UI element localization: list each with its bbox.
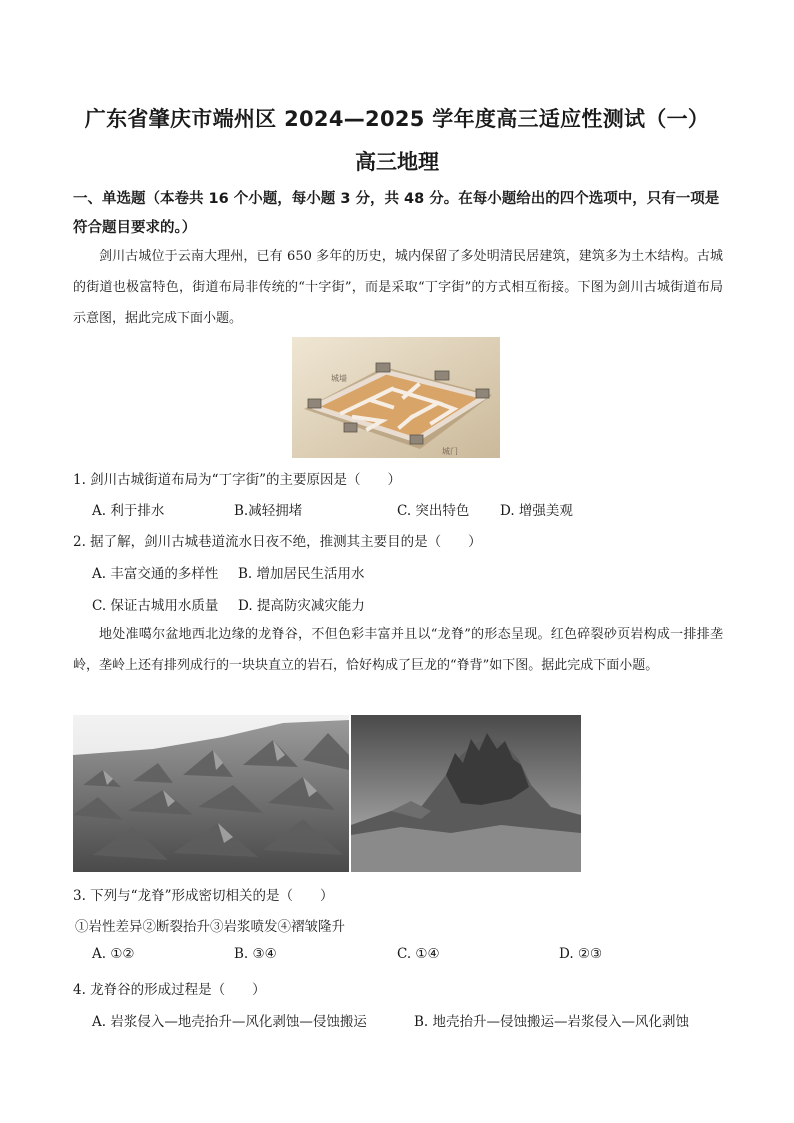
gate-label: 城门 [442, 447, 458, 456]
q3-option-c: C. ①④ [397, 946, 440, 962]
passage-1: 剑川古城位于云南大理州，已有 650 多年的历史，城内保留了多处明清民居建筑，建筑多为土木结构。古城的街道也极富特色，街道布局非传统的“十字街”，而是采取“丁字街”的方式相互衔接。下图为剑川古城街道布局示意图，据此完成下面小题。 [73, 249, 723, 326]
dragon-spine-rock-image [351, 715, 581, 872]
question-3-stem: 3. 下列与“龙脊”形成密切相关的是（ ） [73, 888, 334, 904]
section-heading: 一、单选题（本卷共 16 个小题，每小题 3 分，共 48 分。在每小题给出的四个选项中，只有一项是符合题目要求的。） [73, 191, 720, 236]
passage-2: 地处准噶尔盆地西北边缘的龙脊谷，不但色彩丰富并且以“龙脊”的形态呈现。红色碎裂砂页岩构成一排排垄岭，垄岭上还有排列成行的一块块直立的岩石，恰好构成了巨龙的“脊背”如下图。据此完成下面小题。 [73, 627, 723, 673]
q3-option-a: A. ①② [92, 946, 135, 962]
q3-option-d: D. ②③ [559, 946, 603, 962]
page-subtitle: 高三地理 [355, 150, 439, 174]
question-2-stem: 2. 据了解，剑川古城巷道流水日夜不绝，推测其主要目的是（ ） [73, 534, 482, 550]
q1-option-c: C. 突出特色 [397, 503, 470, 519]
dragon-spine-photo-right [351, 715, 581, 872]
dragon-valley-photo-left [73, 715, 349, 872]
q4-option-a: A. 岩浆侵入—地壳抬升—风化剥蚀—侵蚀搬运 [92, 1014, 367, 1030]
dragon-valley-landscape-image [73, 715, 349, 872]
q2-option-a: A. 丰富交通的多样性 [92, 566, 219, 582]
q1-option-a: A. 利于排水 [92, 503, 165, 519]
city-layout-diagram [292, 337, 500, 458]
wall-label: 城墙 [331, 374, 347, 383]
question-4-stem: 4. 龙脊谷的形成过程是（ ） [73, 982, 266, 998]
city-layout-figure [292, 337, 500, 458]
q1-option-d: D. 增强美观 [500, 503, 573, 519]
q1-option-b: B.减轻拥堵 [234, 503, 303, 519]
page-title: 广东省肇庆市端州区 2024—2025 学年度高三适应性测试（一） [84, 107, 710, 131]
q2-option-b: B. 增加居民生活用水 [238, 566, 365, 582]
q3-statements: ①岩性差异②断裂抬升③岩浆喷发④褶皱隆升 [75, 919, 345, 935]
question-1-stem: 1. 剑川古城街道布局为“丁字街”的主要原因是（ ） [73, 472, 401, 488]
q3-option-b: B. ③④ [234, 946, 277, 962]
q2-option-c: C. 保证古城用水质量 [92, 598, 219, 614]
q4-option-b: B. 地壳抬升—侵蚀搬运—岩浆侵入—风化剥蚀 [414, 1014, 690, 1030]
q2-option-d: D. 提高防灾减灾能力 [238, 598, 365, 614]
